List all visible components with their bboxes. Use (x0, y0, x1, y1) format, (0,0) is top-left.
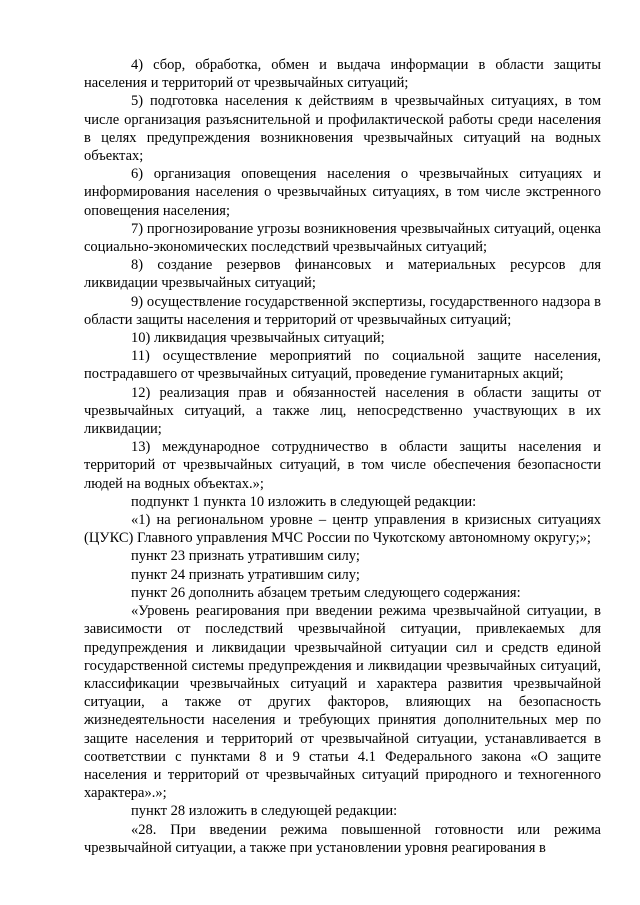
amendment-point-28: пункт 28 изложить в следующей редакции: (131, 803, 398, 820)
paragraph-item-8: 8) создание резервов финансовых и материальных ресурсов для ликвидации чрезвычайных ситуаций; (84, 257, 601, 292)
paragraph-item-6: 6) организация оповещения населения о чрезвычайных ситуациях и информирования населения о чрезвычайных ситуациях, в том числе экстренного оповещения населения; (84, 166, 601, 219)
paragraph-item-7: 7) прогнозирование угрозы возникновения чрезвычайных ситуаций, оценка социально-экономических последствий чрезвычайных ситуаций; (84, 220, 601, 256)
amendment-point-24-repealed: пункт 24 признать утратившим силу; (131, 566, 360, 583)
amendment-point-23-repealed: пункт 23 признать утратившим силу; (131, 548, 360, 565)
paragraph-item-9: 9) осуществление государственной экспертизы, государственного надзора в области защиты населения и территорий от чрезвычайных ситуаций; (84, 293, 601, 328)
amendment-point-26-add: пункт 26 дополнить абзацем третьим следующего содержания: (131, 584, 521, 601)
paragraph-item-13: 13) международное сотрудничество в области защиты населения и территорий от чрезвычайных ситуаций, в том числе обеспечения безопасности людей на водных объектах.»; (84, 439, 601, 492)
amendment-subpoint-1-point-10: подпункт 1 пункта 10 изложить в следующей редакции: (131, 493, 477, 510)
paragraph-item-12: 12) реализация прав и обязанностей населения в области защиты от чрезвычайных ситуаций, а также лиц, непосредственно участвующих в их ликвидации; (84, 384, 601, 438)
paragraph-item-10: 10) ликвидация чрезвычайных ситуаций; (131, 330, 385, 347)
amendment-text-response-level: «Уровень реагирования при введении режима чрезвычайной ситуации, в зависимости от последствий чрезвычайной ситуации, привлекаемых для предупреждения и ликвидации чрезвычайной ситуации сил и средств единой государственной системы предупреждения и ликвидации чрезвычайных ситуаций, классификации чрезвычайных ситуаций и характера развития чрезвычайной ситуации, а также от других факторов, влияющих на безопасность жизнедеятельности населения и требующих принятия дополнительных мер по защите населения и территорий от чрезвычайной ситуации, устанавливается в соответствии с пунктами 8 и 9 статьи 4.1 Федерального закона «О защите населения и территорий от чрезвычайных ситуаций природного и техногенного характера».»; (84, 603, 601, 802)
paragraph-item-4: 4) сбор, обработка, обмен и выдача информации в области защиты населения и территорий от чрезвычайных ситуаций; (84, 57, 601, 92)
amendment-text-cuks: «1) на региональном уровне – центр управления в кризисных ситуациях (ЦУКС) Главного управления МЧС России по Чукотскому автономному округу;»; (84, 512, 601, 547)
paragraph-item-5: 5) подготовка населения к действиям в чрезвычайных ситуациях, в том числе организация разъяснительной и профилактической работы среди населения в целях предупреждения возникновения чрезвычайных ситуаций на водных объектах; (84, 93, 601, 165)
paragraph-item-11: 11) осуществление мероприятий по социальной защите населения, пострадавшего от чрезвычайных ситуаций, проведение гуманитарных акций; (84, 348, 601, 383)
amendment-text-point-28: «28. При введении режима повышенной готовности или режима чрезвычайной ситуации, а также при установлении уровня реагирования в (84, 821, 601, 856)
document-page (84, 56, 601, 857)
